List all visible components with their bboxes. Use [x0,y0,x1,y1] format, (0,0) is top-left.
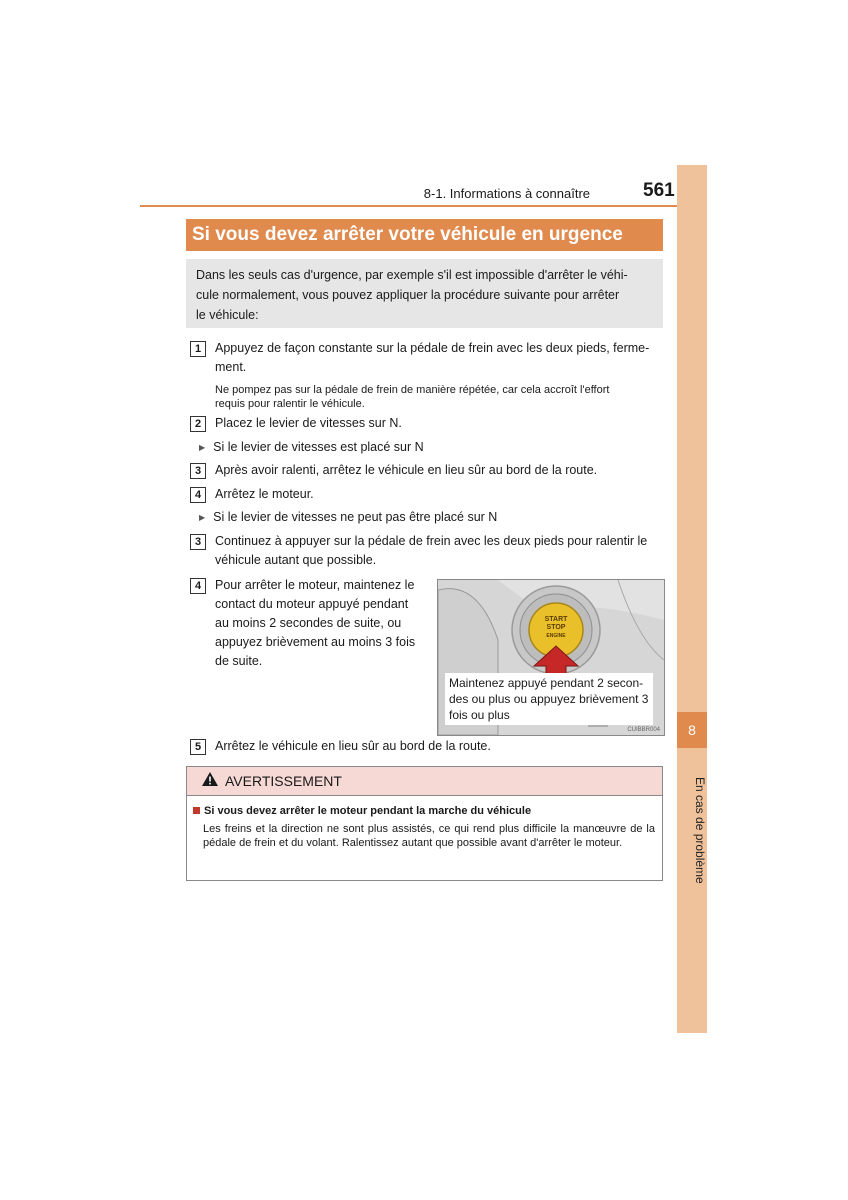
caption-line: Maintenez appuyé pendant 2 secon- [449,676,644,690]
step-line: Pour arrêter le moteur, maintenez le [215,578,415,592]
step-number: 3 [190,534,206,550]
chapter-label: En cas de problème [693,776,707,884]
step-line: appuyez brièvement au moins 3 fois [215,635,416,649]
step-text [215,576,430,671]
step-number: 4 [190,487,206,503]
step-number: 2 [190,416,206,432]
step-number: 4 [190,578,206,594]
step-text: Arrêtez le moteur. [215,487,314,501]
caption-line: fois ou plus [449,708,510,722]
intro-line: cule normalement, vous pouvez appliquer la procédure suivante pour arrêter [196,288,620,302]
step-number: 1 [190,341,206,357]
start-stop-button-illustration [437,579,665,736]
step-number: 3 [190,463,206,479]
step-line: contact du moteur appuyé pendant [215,597,409,611]
warning-box [186,766,663,881]
chapter-number: 8 [677,712,707,748]
warning-header [187,767,662,796]
warning-triangle-icon [201,768,219,796]
start-stop-label [538,616,574,640]
warning-subheading [193,805,531,817]
note-line: requis pour ralentir le véhicule. [215,398,365,410]
condition-b [199,508,497,527]
step-text: Continuez à appuyer sur la pédale de frein avec les deux pieds pour ralentir le [215,534,648,548]
intro-line: le véhicule: [196,308,259,322]
button-text: ENGINE [546,633,566,639]
triangle-bullet-icon: ▶ [199,513,206,523]
warning-text: Les freins et la direction ne sont plus assistés, ce qui rend plus difficile la manœuvre de la pédale de frein et du volant. Ralentissez autant que possible avant d'arrêter le moteur. [203,823,655,849]
condition-a [199,438,424,457]
section-reference: 8-1. Informations à connaître [423,186,590,201]
page-number: 561 [643,180,675,201]
button-text: STOP [546,624,566,631]
warning-subheading-text: Si vous devez arrêter le moteur pendant la marche du véhicule [204,805,532,817]
note-line: Ne pompez pas sur la pédale de frein de manière répétée, car cela accroît l'effort [215,384,610,396]
intro-line: Dans les seuls cas d'urgence, par exemple s'il est impossible d'arrêter le véhi- [196,268,628,282]
button-text: START [544,616,568,623]
condition-text: Si le levier de vitesses ne peut pas être placé sur N [213,510,498,524]
chapter-side-tab [677,165,707,1033]
red-square-bullet-icon [193,807,200,814]
step-text: véhicule autant que possible. [215,553,377,567]
illustration-code: CUIBBR004 [627,727,660,733]
step-line: au moins 2 secondes de suite, ou [215,616,402,630]
step-1-note [215,383,660,411]
step-text: Après avoir ralenti, arrêtez le véhicule en lieu sûr au bord de la route. [215,463,598,477]
step-text: ment. [215,360,247,374]
step-text: Placez le levier de vitesses sur N. [215,416,402,430]
step-text: Appuyez de façon constante sur la pédale de frein avec les deux pieds, ferme- [215,341,650,355]
step-number: 5 [190,739,206,755]
header-rule [140,205,677,207]
caption-line: des ou plus ou appuyez brièvement 3 [449,692,649,706]
triangle-bullet-icon: ▶ [199,443,206,453]
warning-heading: AVERTISSEMENT [225,773,342,789]
page-title: Si vous devez arrêter votre véhicule en urgence [186,219,663,251]
condition-text: Si le levier de vitesses est placé sur N [213,440,424,454]
step-line: de suite. [215,654,263,668]
illustration-caption [445,673,653,725]
intro-box [186,259,663,328]
step-text: Arrêtez le véhicule en lieu sûr au bord de la route. [215,739,491,753]
